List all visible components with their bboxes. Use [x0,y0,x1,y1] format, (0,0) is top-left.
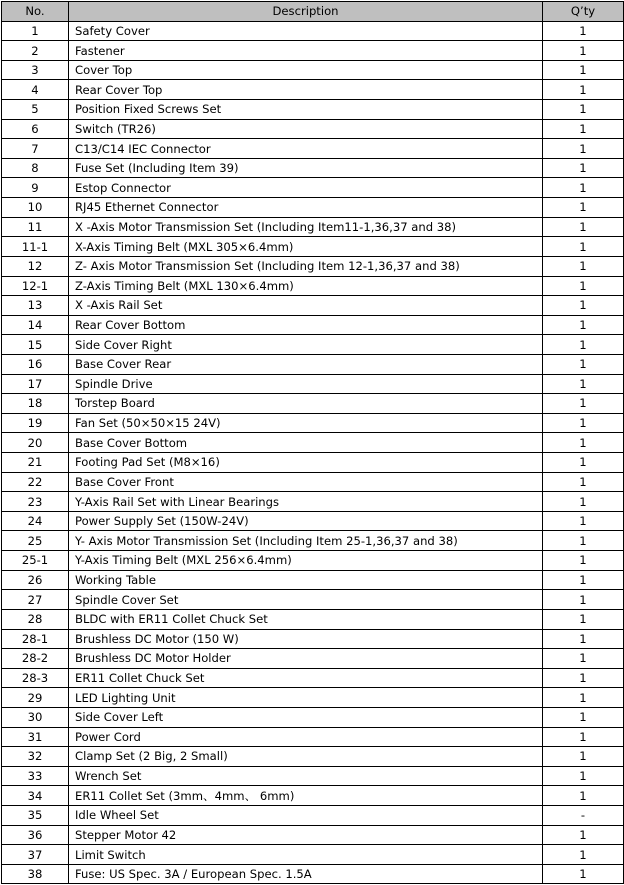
cell-qty: 1 [543,629,624,649]
cell-description: Brushless DC Motor (150 W) [69,629,543,649]
cell-description: Fuse: US Spec. 3A / European Spec. 1.5A [69,864,543,884]
cell-no: 27 [2,590,69,610]
cell-qty: 1 [543,178,624,198]
cell-qty: 1 [543,609,624,629]
cell-no: 9 [2,178,69,198]
cell-description: Z-Axis Timing Belt (MXL 130×6.4mm) [69,276,543,296]
cell-description: Rear Cover Bottom [69,315,543,335]
cell-qty: 1 [543,453,624,473]
cell-no: 31 [2,727,69,747]
cell-description: Estop Connector [69,178,543,198]
cell-qty: 1 [543,845,624,865]
cell-no: 28-1 [2,629,69,649]
header-description: Description [69,2,543,22]
table-row [2,394,624,414]
table-row [2,158,624,178]
header-qty: Q’ty [543,2,624,22]
cell-description: Power Supply Set (150W-24V) [69,511,543,531]
cell-no: 2 [2,41,69,61]
cell-no: 35 [2,805,69,825]
table-row [2,100,624,120]
table-row [2,60,624,80]
cell-no: 28-3 [2,668,69,688]
cell-no: 12-1 [2,276,69,296]
cell-description: Spindle Cover Set [69,590,543,610]
table-row [2,119,624,139]
cell-no: 5 [2,100,69,120]
table-row [2,511,624,531]
cell-description: RJ45 Ethernet Connector [69,198,543,218]
cell-description: Base Cover Bottom [69,433,543,453]
cell-no: 12 [2,256,69,276]
cell-qty: 1 [543,394,624,414]
table-body [2,21,624,884]
table-row [2,433,624,453]
cell-qty: 1 [543,21,624,41]
table-row [2,786,624,806]
cell-no: 38 [2,864,69,884]
table-row [2,609,624,629]
cell-description: Z- Axis Motor Transmission Set (Including Item 12-1,36,37 and 38) [69,256,543,276]
cell-description: Clamp Set (2 Big, 2 Small) [69,747,543,767]
cell-qty: 1 [543,668,624,688]
cell-no: 18 [2,394,69,414]
cell-qty: 1 [543,60,624,80]
table-row [2,41,624,61]
cell-qty: 1 [543,413,624,433]
cell-no: 20 [2,433,69,453]
cell-qty: 1 [543,727,624,747]
cell-qty: - [543,805,624,825]
cell-qty: 1 [543,551,624,571]
cell-description: ER11 Collet Set (3mm、4mm、 6mm) [69,786,543,806]
cell-description: Idle Wheel Set [69,805,543,825]
cell-qty: 1 [543,688,624,708]
cell-description: Footing Pad Set (M8×16) [69,453,543,473]
table-row [2,570,624,590]
cell-description: Spindle Drive [69,374,543,394]
cell-no: 8 [2,158,69,178]
cell-qty: 1 [543,80,624,100]
cell-description: C13/C14 IEC Connector [69,139,543,159]
cell-description: Wrench Set [69,766,543,786]
table-row [2,629,624,649]
cell-no: 25 [2,531,69,551]
table-row [2,492,624,512]
cell-qty: 1 [543,511,624,531]
cell-qty: 1 [543,41,624,61]
table-row [2,354,624,374]
cell-no: 21 [2,453,69,473]
cell-qty: 1 [543,100,624,120]
table-row [2,747,624,767]
cell-description: LED Lighting Unit [69,688,543,708]
table-row [2,590,624,610]
table-row [2,374,624,394]
cell-qty: 1 [543,786,624,806]
table-row [2,668,624,688]
cell-no: 10 [2,198,69,218]
table-row [2,276,624,296]
cell-no: 23 [2,492,69,512]
cell-qty: 1 [543,570,624,590]
cell-qty: 1 [543,158,624,178]
table-row [2,864,624,884]
cell-no: 1 [2,21,69,41]
cell-no: 32 [2,747,69,767]
cell-description: Cover Top [69,60,543,80]
cell-no: 17 [2,374,69,394]
cell-no: 26 [2,570,69,590]
table-row [2,198,624,218]
cell-no: 11-1 [2,237,69,257]
cell-no: 15 [2,335,69,355]
header-no: No. [2,2,69,22]
cell-qty: 1 [543,315,624,335]
cell-no: 30 [2,707,69,727]
table-row [2,825,624,845]
cell-no: 4 [2,80,69,100]
cell-description: Side Cover Right [69,335,543,355]
cell-qty: 1 [543,433,624,453]
cell-description: ER11 Collet Chuck Set [69,668,543,688]
cell-no: 34 [2,786,69,806]
cell-qty: 1 [543,766,624,786]
table-row [2,472,624,492]
cell-description: Switch (TR26) [69,119,543,139]
cell-description: X-Axis Timing Belt (MXL 305×6.4mm) [69,237,543,257]
table-row [2,413,624,433]
cell-no: 29 [2,688,69,708]
cell-no: 3 [2,60,69,80]
cell-description: BLDC with ER11 Collet Chuck Set [69,609,543,629]
table-row [2,707,624,727]
cell-no: 24 [2,511,69,531]
cell-description: Stepper Motor 42 [69,825,543,845]
cell-qty: 1 [543,864,624,884]
cell-no: 25-1 [2,551,69,571]
cell-qty: 1 [543,237,624,257]
table-row [2,256,624,276]
table-row [2,688,624,708]
cell-qty: 1 [543,354,624,374]
cell-no: 28-2 [2,649,69,669]
cell-qty: 1 [543,335,624,355]
table-row [2,531,624,551]
cell-qty: 1 [543,707,624,727]
cell-description: Fuse Set (Including Item 39) [69,158,543,178]
cell-no: 33 [2,766,69,786]
parts-list-table [1,1,624,884]
cell-no: 7 [2,139,69,159]
header-row [2,2,624,22]
cell-qty: 1 [543,531,624,551]
table-row [2,217,624,237]
cell-description: Fan Set (50×50×15 24V) [69,413,543,433]
table-row [2,315,624,335]
cell-qty: 1 [543,374,624,394]
table-row [2,551,624,571]
cell-no: 36 [2,825,69,845]
cell-qty: 1 [543,492,624,512]
cell-description: Brushless DC Motor Holder [69,649,543,669]
cell-description: Base Cover Front [69,472,543,492]
table-row [2,453,624,473]
cell-description: Safety Cover [69,21,543,41]
cell-description: Rear Cover Top [69,80,543,100]
cell-description: Y-Axis Timing Belt (MXL 256×6.4mm) [69,551,543,571]
table-row [2,296,624,316]
cell-qty: 1 [543,139,624,159]
cell-description: Y-Axis Rail Set with Linear Bearings [69,492,543,512]
cell-no: 28 [2,609,69,629]
cell-qty: 1 [543,217,624,237]
cell-no: 13 [2,296,69,316]
cell-qty: 1 [543,198,624,218]
cell-no: 6 [2,119,69,139]
table-row [2,139,624,159]
table-row [2,727,624,747]
table-row [2,805,624,825]
cell-description: X -Axis Motor Transmission Set (Including Item11-1,36,37 and 38) [69,217,543,237]
cell-qty: 1 [543,747,624,767]
cell-description: Working Table [69,570,543,590]
cell-qty: 1 [543,296,624,316]
cell-qty: 1 [543,256,624,276]
cell-description: X -Axis Rail Set [69,296,543,316]
cell-description: Base Cover Rear [69,354,543,374]
cell-no: 37 [2,845,69,865]
cell-no: 22 [2,472,69,492]
table-row [2,766,624,786]
cell-qty: 1 [543,825,624,845]
cell-description: Limit Switch [69,845,543,865]
cell-qty: 1 [543,119,624,139]
cell-no: 14 [2,315,69,335]
cell-description: Torstep Board [69,394,543,414]
cell-qty: 1 [543,590,624,610]
table-row [2,178,624,198]
cell-description: Fastener [69,41,543,61]
table-row [2,845,624,865]
cell-qty: 1 [543,276,624,296]
table-row [2,237,624,257]
cell-no: 19 [2,413,69,433]
table-row [2,21,624,41]
cell-no: 16 [2,354,69,374]
table-row [2,80,624,100]
cell-qty: 1 [543,649,624,669]
table-row [2,335,624,355]
cell-no: 11 [2,217,69,237]
cell-description: Y- Axis Motor Transmission Set (Including Item 25-1,36,37 and 38) [69,531,543,551]
cell-qty: 1 [543,472,624,492]
cell-description: Position Fixed Screws Set [69,100,543,120]
cell-description: Power Cord [69,727,543,747]
cell-description: Side Cover Left [69,707,543,727]
table-row [2,649,624,669]
